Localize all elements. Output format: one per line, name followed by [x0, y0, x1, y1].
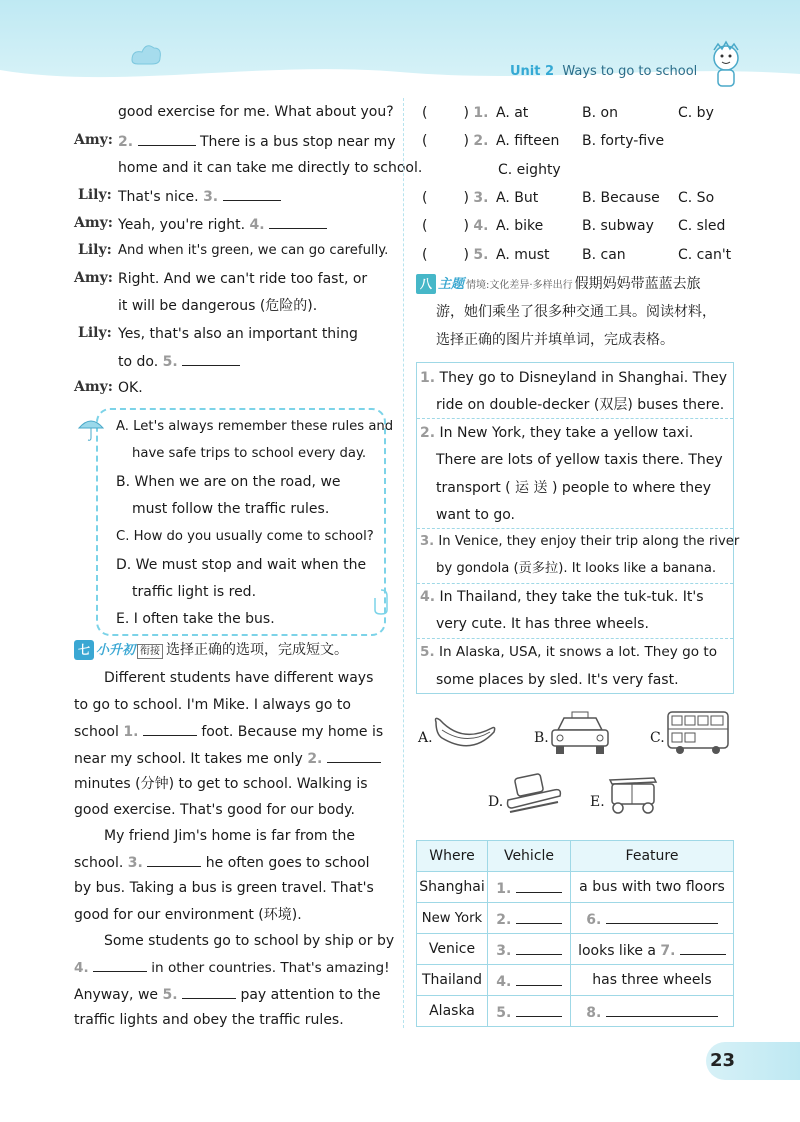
section8-instruction: 选择正确的图片并填单词，完成表格。 [436, 332, 674, 348]
speaker-lily: Lily: [78, 325, 112, 341]
answer-blank[interactable] [138, 131, 196, 146]
reading-item-4: very cute. It has three wheels. [436, 616, 649, 632]
tuk-tuk-icon[interactable] [604, 772, 664, 816]
choice-row-2: ( ) 2. A. fifteen B. forty-five [422, 133, 665, 149]
dialogue-line-6: And when it's green, we can go carefully. [118, 243, 389, 258]
reading-item-2: 2. In New York, they take a yellow taxi. [420, 425, 694, 441]
boy-mascot-icon [704, 40, 748, 90]
answer-blank[interactable] [182, 351, 240, 366]
dialogue-line-11: OK. [118, 380, 143, 396]
answer-blank[interactable] [223, 186, 281, 201]
section8-heading: 八 主题 情境:文化差异·多样出行 假期妈妈带蓝蓝去旅 [416, 274, 701, 296]
answer-blank[interactable] [147, 852, 201, 867]
speaker-lily: Lily: [78, 187, 112, 203]
speaker-lily: Lily: [78, 242, 112, 258]
speaker-amy: Amy: [74, 132, 113, 148]
option-a-line-2: have safe trips to school every day. [132, 446, 367, 461]
reading-item-1: ride on double-decker (双层) buses there. [436, 397, 725, 413]
section8-badge: 八 [416, 274, 436, 294]
choice-row-3: ( ) 3. A. But B. Because C. So [422, 190, 715, 206]
table-row: Shanghai 1. a bus with two floors [417, 872, 734, 903]
reading-item-4: 4. In Thailand, they take the tuk-tuk. It's [420, 589, 704, 605]
answer-blank[interactable] [516, 878, 562, 893]
answer-blank[interactable] [516, 1002, 562, 1017]
passage-line: school. 3. he often goes to school [74, 852, 370, 873]
passage-line: Different students have different ways [104, 670, 374, 686]
picture-label-e: E. [590, 794, 605, 810]
picture-label-d: D. [488, 794, 504, 810]
option-b-line-2: must follow the traffic rules. [132, 501, 330, 517]
choice-row-2-c: C. eighty [498, 162, 561, 178]
speaker-amy: Amy: [74, 379, 113, 395]
choice-row-5: ( ) 5. A. must B. can C. can't [422, 247, 732, 263]
section7-heading: 七 小升初 衔接 选择正确的选项，完成短文。 [74, 640, 348, 661]
passage-line: Anyway, we 5. pay attention to the [74, 984, 380, 1005]
reading-item-1: 1. They go to Disneyland in Shanghai. They [420, 370, 727, 386]
reading-item-3: by gondola (贡多拉). It looks like a banana. [436, 561, 717, 576]
passage-line: good for our environment (环境). [74, 907, 302, 923]
option-d-line-2: traffic light is red. [132, 584, 257, 600]
picture-label-c: C. [650, 730, 665, 746]
dialogue-line-1: good exercise for me. What about you? [118, 104, 394, 120]
answer-blank[interactable] [516, 940, 562, 955]
answer-blank[interactable] [327, 748, 381, 763]
table-row: Venice 3. looks like a 7. [417, 934, 734, 965]
section8-instruction: 游，她们乘坐了很多种交通工具。阅读材料， [436, 304, 716, 320]
speaker-amy: Amy: [74, 270, 113, 286]
passage-line: Some students go to school by ship or by [104, 933, 395, 949]
dialogue-line-10: to do. 5. [118, 351, 240, 372]
reading-item-3: 3. In Venice, they enjoy their trip along the river [420, 534, 740, 549]
passage-line: school 1. foot. Because my home is [74, 721, 383, 742]
passage-line: traffic lights and obey the traffic rules. [74, 1012, 344, 1028]
passage-line: good exercise. That's good for our body. [74, 802, 355, 818]
passage-line: My friend Jim's home is far from the [104, 828, 355, 844]
table-row: Thailand 4. has three wheels [417, 965, 734, 996]
reading-item-5: some places by sled. It's very fast. [436, 672, 679, 688]
picture-label-b: B. [534, 730, 549, 746]
option-d-line-1: D. We must stop and wait when the [116, 557, 367, 573]
answer-blank[interactable] [182, 984, 236, 999]
dialogue-line-9: Yes, that's also an important thing [118, 326, 358, 342]
choice-row-4: ( ) 4. A. bike B. subway C. sled [422, 218, 726, 234]
unit-heading: Unit 2 Ways to go to school [510, 64, 698, 79]
answer-table [416, 840, 734, 1027]
answer-blank[interactable] [93, 957, 147, 972]
picture-label-a: A. [418, 730, 433, 746]
section7-badge: 七 [74, 640, 94, 660]
answer-blank[interactable] [269, 214, 327, 229]
passage-line: 4. in other countries. That's amazing! [74, 957, 390, 978]
option-b-line-1: B. When we are on the road, we [116, 474, 341, 490]
dialogue-line-4: That's nice. 3. [118, 186, 281, 207]
table-row: New York 2. 6. [417, 903, 734, 934]
taxi-icon[interactable] [548, 708, 614, 758]
gondola-icon[interactable] [432, 712, 498, 756]
answer-blank[interactable] [606, 1002, 718, 1017]
dialogue-line-3: home and it can take me directly to school. [118, 160, 423, 176]
reading-item-2: want to go. [436, 507, 516, 523]
answer-blank[interactable] [680, 940, 726, 955]
dialogue-line-7: Right. And we can't ride too fast, or [118, 271, 368, 287]
answer-blank[interactable] [516, 971, 562, 986]
double-decker-bus-icon[interactable] [664, 708, 734, 756]
column-divider [403, 98, 404, 1028]
table-header-row: Where Vehicle Feature [417, 841, 734, 872]
dialogue-line-5: Yeah, you're right. 4. [118, 214, 327, 235]
passage-line: near my school. It takes me only 2. [74, 748, 381, 769]
choice-row-1: ( ) 1. A. at B. on C. by [422, 105, 714, 121]
page-number: 23 [706, 1042, 800, 1080]
answer-blank[interactable] [606, 909, 718, 924]
answer-blank[interactable] [516, 909, 562, 924]
passage-line: by bus. Taking a bus is green travel. That's [74, 880, 374, 896]
passage-line: to go to school. I'm Mike. I always go to [74, 697, 351, 713]
cloud-decoration-icon [128, 38, 164, 68]
option-a-line-1: A. Let's always remember these rules and [116, 419, 394, 434]
sled-icon[interactable] [502, 770, 566, 818]
reading-item-2: There are lots of yellow taxis there. They [436, 452, 723, 468]
umbrella-icon [76, 414, 106, 442]
passage-line: minutes (分钟) to get to school. Walking is [74, 776, 368, 792]
option-e: E. I often take the bus. [116, 611, 275, 627]
reading-item-5: 5. In Alaska, USA, it snows a lot. They go to [420, 644, 718, 660]
reading-item-2: transport ( 运 送 ) people to where they [436, 480, 711, 496]
paperclip-icon [372, 588, 390, 616]
dialogue-line-2: 2. There is a bus stop near my [118, 131, 396, 152]
table-row: Alaska 5. 8. [417, 996, 734, 1027]
answer-blank[interactable] [143, 721, 197, 736]
option-c: C. How do you usually come to school? [116, 529, 374, 544]
dialogue-line-8: it will be dangerous (危险的). [118, 298, 318, 314]
speaker-amy: Amy: [74, 215, 113, 231]
